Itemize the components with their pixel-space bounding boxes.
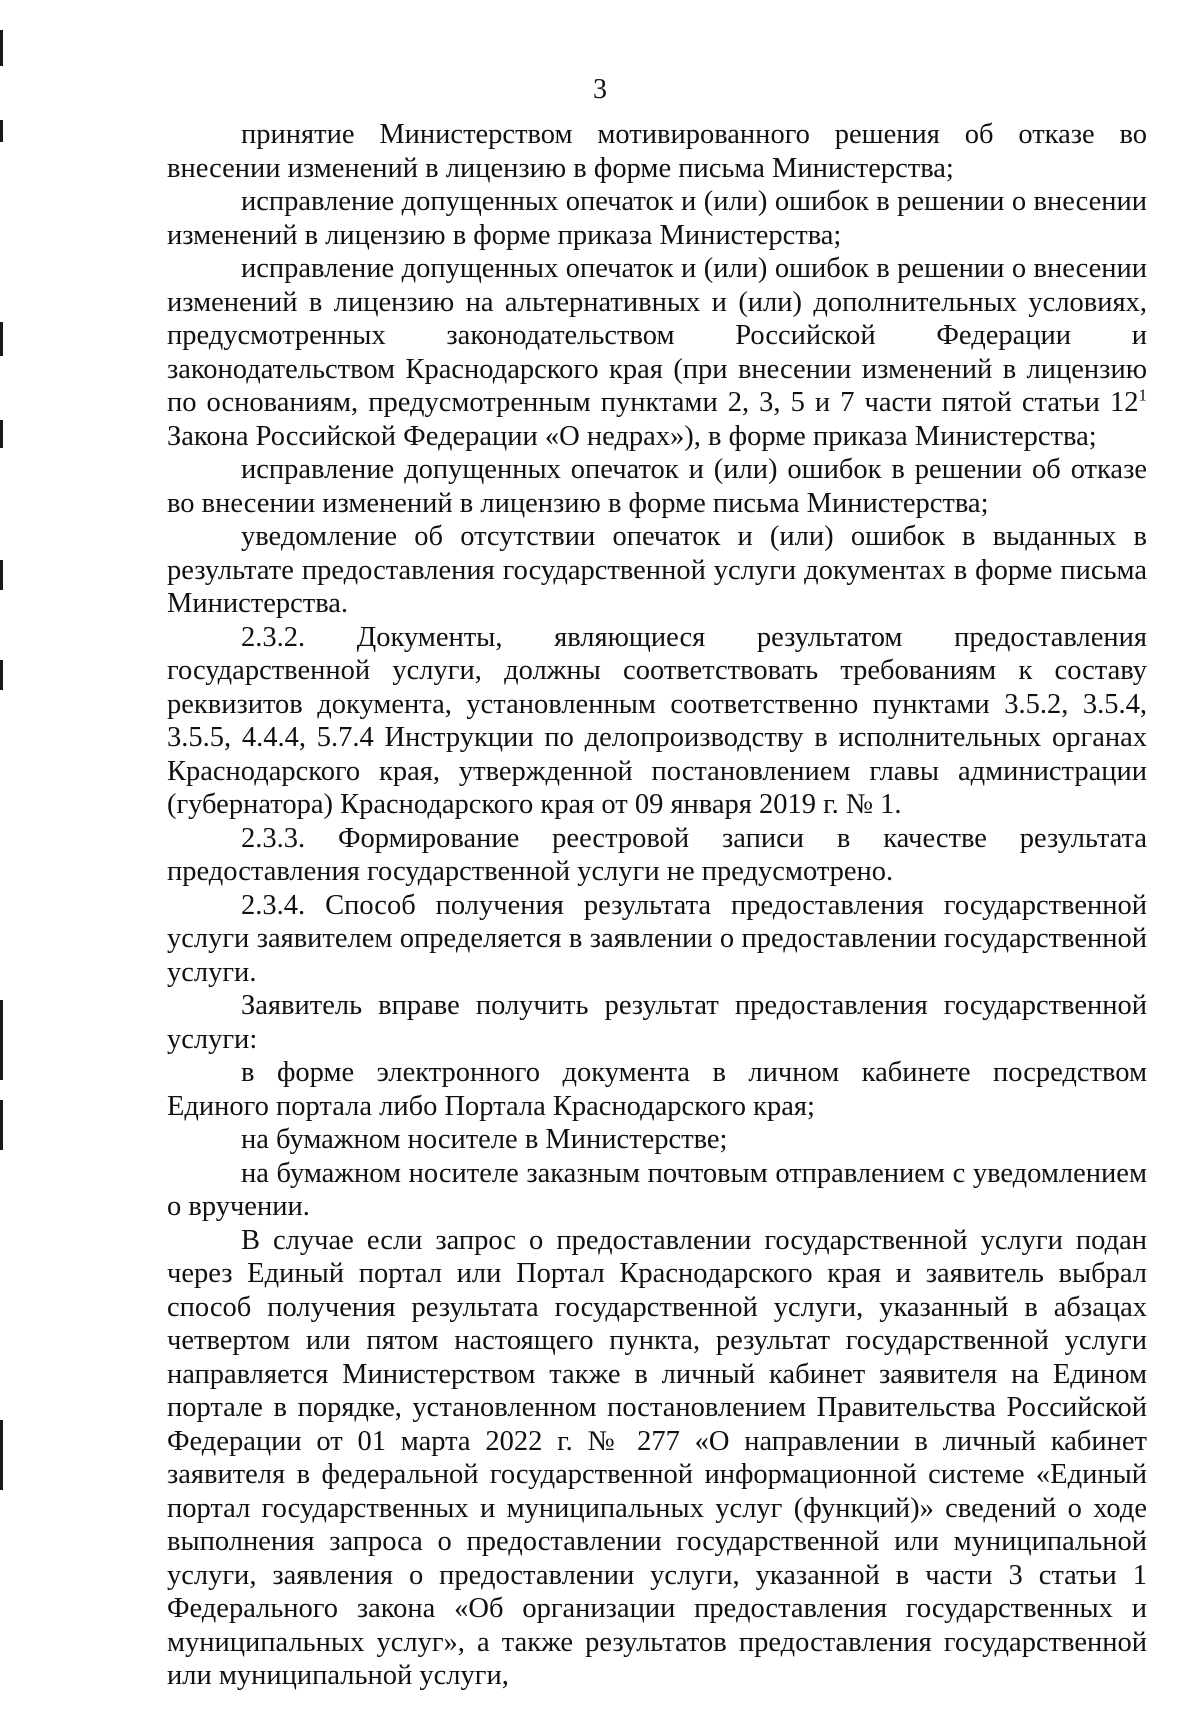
page-number: 3 — [593, 74, 607, 105]
paragraph: 2.3.3. Формирование реестровой записи в качестве результата предоставления государственной услуги не предусмотрено. — [167, 822, 1147, 887]
paragraph: на бумажном носителе заказным почтовым отправлением с уведомлением о вручении. — [167, 1157, 1147, 1222]
scan-edge-mark — [0, 30, 3, 66]
scan-edge-mark — [0, 420, 3, 448]
scan-edge-mark — [0, 560, 3, 590]
paragraph: Заявитель вправе получить результат предоставления государственной услуги: — [167, 990, 1147, 1055]
scan-edge-mark — [0, 1100, 3, 1150]
scan-edge-mark — [0, 120, 3, 142]
paragraph-text: Закона Российской Федерации «О недрах»), в форме приказа Министерства; — [167, 420, 1097, 452]
paragraph: исправление допущенных опечаток и (или) ошибок в решении об отказе во внесении изменений в лицензию в форме письма Министерства; — [167, 454, 1147, 519]
scan-edge-mark — [0, 1420, 3, 1490]
scan-edge-mark — [0, 322, 3, 356]
paragraph: В случае если запрос о предоставлении государственной услуги подан через Единый портал или Портал Краснодарского края и заявитель выбрал способ получения результата государственной услуги, указанный в абзацах четвертом или пятом настоящего пункта, результат государственной услуги направляется Министерством также в личный кабинет заявителя на Едином портале в порядке, установленном постановлением Правительства Российской Федерации от 01 марта 2022 г. № 277 «О направлении в личный кабинет заявителя в федеральной государственной информационной системе «Единый портал государственных и муниципальных услуг (функций)» сведений о ходе выполнения запроса о предоставлении государственной или муниципальной услуги, заявления о предоставлении услуги, указанной в части 3 статьи 1 Федерального закона «Об организации предоставления государственных и муниципальных услуг», а также результатов предоставления государственной или муниципальной услуги, — [167, 1224, 1147, 1691]
paragraph: в форме электронного документа в личном кабинете посредством Единого портала либо Портала Краснодарского края; — [167, 1057, 1147, 1122]
article-superscript: 1 — [1138, 385, 1147, 405]
paragraph-text: исправление допущенных опечаток и (или) ошибок в решении о внесении изменений в лицензию на альтернативных и (или) дополнительных условиях, предусмотренных законодательством Российской Федерации и законодательством Краснодарского края (при внесении изменений в лицензию по основаниям, предусмотренным пунктами 2, 3, 5 и 7 части пятой статьи 12 — [167, 253, 1147, 418]
paragraph — [167, 252, 1147, 453]
paragraph: исправление допущенных опечаток и (или) ошибок в решении о внесении изменений в лицензию в форме приказа Министерства; — [167, 186, 1147, 251]
paragraph: 2.3.2. Документы, являющиеся результатом предоставления государственной услуги, должны соответствовать требованиям к составу реквизитов документа, установленным соответственно пунктами 3.5.2, 3.5.4, 3.5.5, 4.4.4, 5.7.4 Инструкции по делопроизводству в исполнительных органах Краснодарского края, утвержденной постановлением главы администрации (губернатора) Краснодарского края от 09 января 2019 г. № 1. — [167, 621, 1147, 820]
paragraph: на бумажном носителе в Министерстве; — [241, 1124, 728, 1155]
paragraph: 2.3.4. Способ получения результата предоставления государственной услуги заявителем определяется в заявлении о предоставлении государственной услуги. — [167, 889, 1147, 988]
paragraph: принятие Министерством мотивированного решения об отказе во внесении изменений в лицензию в форме письма Министерства; — [167, 119, 1147, 184]
scan-edge-mark — [0, 660, 3, 690]
paragraph: уведомление об отсутствии опечаток и (или) ошибок в выданных в результате предоставления государственной услуги документах в форме письма Министерства. — [167, 521, 1147, 619]
scan-edge-mark — [0, 1000, 3, 1080]
document-body — [167, 118, 1147, 1693]
